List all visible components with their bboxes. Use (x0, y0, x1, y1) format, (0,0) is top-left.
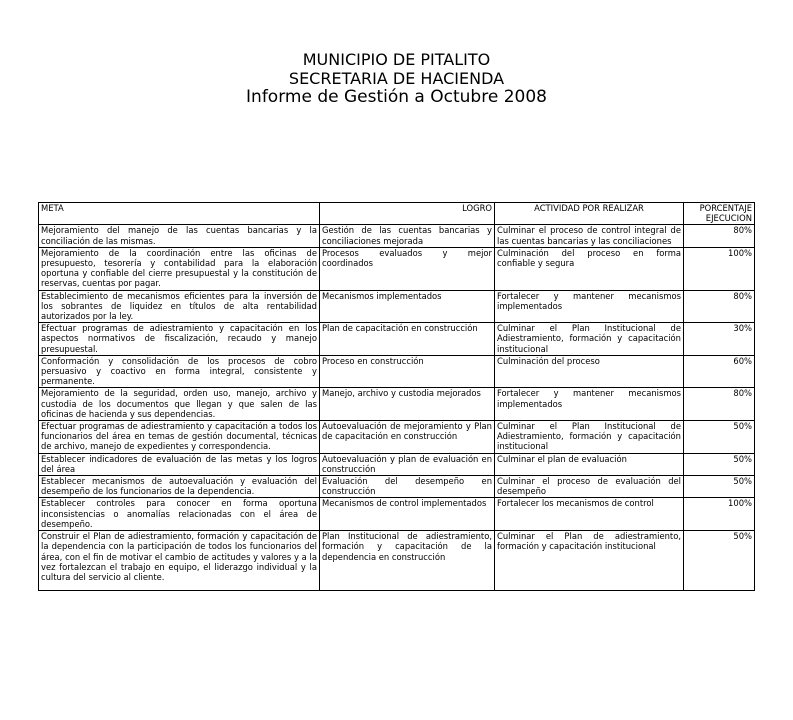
logro-cell: Plan Institucional de adiestramiento, formación y capacitación de la dependencia en construcción (320, 531, 495, 591)
table-row (39, 355, 755, 388)
logro-cell: Autoevaluación de mejoramiento y Plan de capacitación en construcción (320, 421, 495, 454)
column-header-logro: LOGRO (320, 203, 495, 225)
report-title: Informe de Gestión a Octubre 2008 (246, 87, 547, 107)
porcentaje-cell: 80% (684, 388, 755, 421)
porcentaje-cell: 100% (684, 498, 755, 531)
management-report-table (38, 202, 755, 591)
actividad-cell: Culminar el plan de evaluación (495, 453, 684, 475)
meta-cell: Establecer controles para conocer en forma oportuna inconsistencias o anomalías relacionadas con el área de desempeño. (39, 498, 320, 531)
meta-cell: Mejoramiento de la coordinación entre las oficinas de presupuesto, tesorería y contabilidad para la elaboración oportuna y confiable del cierre presupuestal y la constitución de reservas, cuentas por pagar. (39, 247, 320, 290)
table-row (39, 388, 755, 421)
table-row (39, 225, 755, 247)
table-header-row (39, 203, 755, 225)
actividad-cell: Fortalecer los mecanismos de control (495, 498, 684, 531)
meta-cell: Conformación y consolidación de los procesos de cobro persuasivo y coactivo en forma integral, consistente y permanente. (39, 355, 320, 388)
porcentaje-cell: 50% (684, 421, 755, 454)
logro-cell: Mecanismos implementados (320, 290, 495, 323)
logro-cell: Mecanismos de control implementados (320, 498, 495, 531)
logro-cell: Evaluación del desempeño en construcción (320, 476, 495, 498)
actividad-cell: Culminar el proceso de evaluación del desempeño (495, 476, 684, 498)
meta-cell: Efectuar programas de adiestramiento y capacitación a todos los funcionarios del área en temas de gestión documental, técnicas de archivo, manejo de expedientes y correspondencia. (39, 421, 320, 454)
table-row (39, 290, 755, 323)
column-header-porcentaje: PORCENTAJE EJECUCION (684, 203, 755, 225)
logro-cell: Autoevaluación y plan de evaluación en construcción (320, 453, 495, 475)
meta-cell: Establecer indicadores de evaluación de las metas y los logros del área (39, 453, 320, 475)
actividad-cell: Culminar el Plan Institucional de Adiestramiento, formación y capacitación institucional (495, 421, 684, 454)
actividad-cell: Culminar el proceso de control integral de las cuentas bancarias y las conciliaciones (495, 225, 684, 247)
meta-cell: Mejoramiento de la seguridad, orden uso, manejo, archivo y custodia de los documentos que llegan y que salen de las oficinas de hacienda y sus dependencias. (39, 388, 320, 421)
logro-cell: Proceso en construcción (320, 355, 495, 388)
municipality-title: MUNICIPIO DE PITALITO (302, 50, 491, 69)
actividad-cell: Culminar el Plan de adiestramiento, formación y capacitación institucional (495, 531, 684, 591)
table-row (39, 531, 755, 591)
meta-cell: Establecer mecanismos de autoevaluación y evaluación del desempeño de los funcionarios de la dependencia. (39, 476, 320, 498)
porcentaje-cell: 80% (684, 225, 755, 247)
porcentaje-cell: 80% (684, 290, 755, 323)
logro-cell: Manejo, archivo y custodia mejorados (320, 388, 495, 421)
porcentaje-cell: 50% (684, 453, 755, 475)
column-header-actividad: ACTIVIDAD POR REALIZAR (495, 203, 684, 225)
logro-cell: Gestión de las cuentas bancarias y conciliaciones mejorada (320, 225, 495, 247)
column-header-meta: META (39, 203, 320, 225)
logro-cell: Plan de capacitación en construcción (320, 323, 495, 356)
department-title: SECRETARIA DE HACIENDA (288, 69, 505, 88)
table-row (39, 453, 755, 475)
meta-cell: Efectuar programas de adiestramiento y capacitación en los aspectos normativos de fiscalización, recaudo y manejo presupuestal. (39, 323, 320, 356)
table-row (39, 498, 755, 531)
porcentaje-cell: 50% (684, 531, 755, 591)
logro-cell: Procesos evaluados y mejor coordinados (320, 247, 495, 290)
porcentaje-cell: 60% (684, 355, 755, 388)
document-header (0, 50, 793, 107)
porcentaje-cell: 50% (684, 476, 755, 498)
actividad-cell: Fortalecer y mantener mecanismos implementados (495, 388, 684, 421)
table-row (39, 476, 755, 498)
porcentaje-cell: 30% (684, 323, 755, 356)
table-row (39, 247, 755, 290)
table-row (39, 421, 755, 454)
porcentaje-cell: 100% (684, 247, 755, 290)
actividad-cell: Fortalecer y mantener mecanismos implementados (495, 290, 684, 323)
actividad-cell: Culminación del proceso (495, 355, 684, 388)
meta-cell: Mejoramiento del manejo de las cuentas bancarias y la conciliación de las mismas. (39, 225, 320, 247)
meta-cell: Construir el Plan de adiestramiento, formación y capacitación de la dependencia con la participación de todos los funcionarios del área, con el fin de motivar el cambio de actitudes y valores y a la vez fortalezcan el trabajo en equipo, el liderazgo individual y la cultura del servicio al cliente. (39, 531, 320, 591)
table-row (39, 323, 755, 356)
actividad-cell: Culminación del proceso en forma confiable y segura (495, 247, 684, 290)
meta-cell: Establecimiento de mecanismos eficientes para la inversión de los sobrantes de liquidez en títulos de alta rentabilidad autorizados por la ley. (39, 290, 320, 323)
actividad-cell: Culminar el Plan Institucional de Adiestramiento, formación y capacitación institucional (495, 323, 684, 356)
